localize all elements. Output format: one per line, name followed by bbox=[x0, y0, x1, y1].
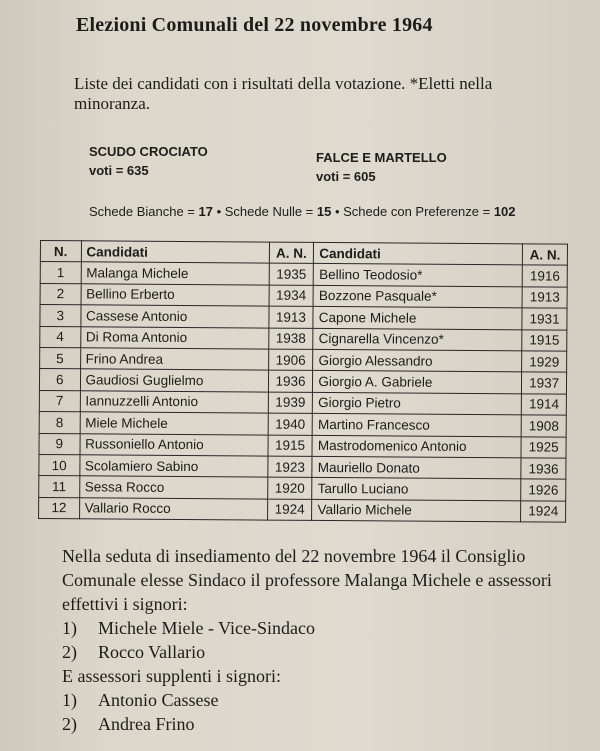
party-votes: voti = 635 bbox=[89, 163, 149, 178]
cell-candidate-right: Giorgio Alessandro bbox=[313, 349, 522, 372]
cell-year-right: 1925 bbox=[521, 436, 566, 458]
cell-year-right: 1908 bbox=[521, 415, 566, 437]
cell-number: 2 bbox=[40, 283, 81, 305]
supplenti-list bbox=[62, 688, 582, 736]
cell-year-right: 1937 bbox=[522, 372, 567, 394]
cell-candidate-left: Vallario Rocco bbox=[79, 497, 267, 520]
list-name: Andrea Frino bbox=[98, 714, 195, 734]
table-row bbox=[39, 497, 566, 522]
cell-candidate-right: Tarullo Luciano bbox=[312, 478, 521, 501]
cell-number: 12 bbox=[39, 497, 80, 519]
cell-year-left: 1938 bbox=[268, 328, 313, 350]
list-name: Antonio Cassese bbox=[98, 690, 219, 710]
cell-year-left: 1939 bbox=[268, 392, 313, 414]
cell-candidate-right: Giorgio Pietro bbox=[313, 392, 522, 415]
cell-number: 7 bbox=[39, 390, 80, 412]
cell-candidate-right: Bozzone Pasquale* bbox=[313, 285, 522, 308]
cell-candidate-left: Sessa Rocco bbox=[79, 476, 267, 499]
cell-candidate-right: Giorgio A. Gabriele bbox=[313, 371, 522, 394]
ballot-stats bbox=[89, 204, 516, 219]
cell-year-right: 1929 bbox=[522, 351, 567, 373]
council-text bbox=[62, 544, 582, 736]
header-candidates-left: Candidati bbox=[81, 241, 269, 264]
cell-number: 6 bbox=[39, 369, 80, 391]
list-item bbox=[62, 712, 582, 736]
cell-number: 3 bbox=[40, 305, 81, 327]
cell-candidate-left: Russoniello Antonio bbox=[80, 433, 268, 456]
cell-candidate-right: Martino Francesco bbox=[312, 414, 521, 437]
cell-year-right: 1915 bbox=[522, 329, 567, 351]
effettivi-list bbox=[62, 616, 582, 664]
cell-year-left: 1906 bbox=[268, 349, 313, 371]
cell-candidate-right: Cignarella Vincenzo* bbox=[313, 328, 522, 351]
cell-number: 9 bbox=[39, 433, 80, 455]
party-name: SCUDO CROCIATO bbox=[89, 144, 208, 159]
cell-candidate-left: Cassese Antonio bbox=[80, 305, 268, 328]
cell-year-left: 1913 bbox=[269, 306, 314, 328]
table-body bbox=[39, 262, 568, 522]
cell-number: 11 bbox=[39, 476, 80, 498]
cell-year-right: 1931 bbox=[522, 308, 567, 330]
cell-candidate-right: Capone Michele bbox=[313, 307, 522, 330]
cell-candidate-right: Bellino Teodosio* bbox=[314, 264, 523, 287]
cell-candidate-left: Scolamiero Sabino bbox=[79, 455, 267, 478]
stat-label: • Schede Nulle = bbox=[212, 204, 317, 219]
cell-candidate-left: Bellino Erberto bbox=[81, 284, 269, 307]
cell-candidate-left: Miele Michele bbox=[80, 412, 268, 435]
list-number: 1) bbox=[62, 618, 77, 638]
supplenti-intro: E assessori supplenti i signori: bbox=[62, 666, 281, 686]
header-n: N. bbox=[40, 241, 81, 263]
list-number: 1) bbox=[62, 690, 77, 710]
candidates-table bbox=[38, 240, 568, 523]
cell-year-left: 1923 bbox=[268, 456, 313, 478]
cell-number: 1 bbox=[40, 262, 81, 284]
stat-value: 15 bbox=[316, 204, 332, 219]
cell-year-left: 1936 bbox=[268, 370, 313, 392]
cell-candidate-left: Iannuzzelli Antonio bbox=[80, 391, 268, 414]
header-candidates-right: Candidati bbox=[314, 242, 523, 265]
cell-candidate-right: Mastrodomenico Antonio bbox=[312, 435, 521, 458]
header-year-right: A. N. bbox=[523, 244, 568, 266]
cell-year-left: 1935 bbox=[269, 263, 314, 285]
cell-year-left: 1934 bbox=[269, 285, 314, 307]
cell-candidate-left: Gaudiosi Guglielmo bbox=[80, 369, 268, 392]
cell-year-left: 1920 bbox=[267, 477, 312, 499]
cell-year-right: 1936 bbox=[521, 458, 566, 480]
stat-label: Schede Bianche = bbox=[89, 204, 199, 219]
intro-text: Liste dei candidati con i risultati della votazione. *Eletti nella minoranza. bbox=[74, 74, 493, 113]
party-scudo-crociato bbox=[89, 142, 208, 180]
cell-year-right: 1913 bbox=[522, 287, 567, 309]
cell-candidate-left: Malanga Michele bbox=[81, 262, 269, 285]
stat-value: 17 bbox=[198, 204, 213, 219]
list-name: Michele Miele - Vice-Sindaco bbox=[98, 618, 316, 638]
cell-candidate-right: Vallario Michele bbox=[312, 499, 521, 522]
cell-candidate-left: Frino Andrea bbox=[80, 348, 268, 371]
header-year-left: A. N. bbox=[269, 242, 314, 264]
council-paragraph: Nella seduta di insediamento del 22 novembre 1964 il Consiglio Comunale elesse Sindaco il professore Malanga Michele e assessori effettivi i signori: bbox=[62, 546, 552, 614]
party-name: FALCE E MARTELLO bbox=[316, 150, 447, 165]
cell-year-left: 1924 bbox=[267, 499, 312, 521]
cell-year-right: 1924 bbox=[521, 501, 566, 523]
cell-year-left: 1915 bbox=[268, 435, 313, 457]
cell-number: 5 bbox=[40, 347, 81, 369]
cell-year-right: 1916 bbox=[522, 265, 567, 287]
party-votes: voti = 605 bbox=[316, 169, 376, 184]
party-falce-martello bbox=[316, 148, 447, 186]
cell-number: 8 bbox=[39, 412, 80, 434]
list-item bbox=[62, 688, 582, 712]
list-item bbox=[62, 640, 582, 664]
list-name: Rocco Vallario bbox=[98, 642, 206, 662]
list-item bbox=[62, 616, 582, 640]
cell-number: 10 bbox=[39, 454, 80, 476]
cell-candidate-left: Di Roma Antonio bbox=[80, 326, 268, 349]
stat-value: 102 bbox=[493, 204, 516, 219]
cell-candidate-right: Mauriello Donato bbox=[312, 456, 521, 479]
cell-year-right: 1926 bbox=[521, 479, 566, 501]
stat-label: • Schede con Preferenze = bbox=[331, 204, 494, 219]
list-number: 2) bbox=[62, 714, 77, 734]
list-number: 2) bbox=[62, 642, 77, 662]
cell-year-left: 1940 bbox=[268, 413, 313, 435]
cell-year-right: 1914 bbox=[522, 394, 567, 416]
page-title: Elezioni Comunali del 22 novembre 1964 bbox=[76, 14, 433, 36]
cell-number: 4 bbox=[40, 326, 81, 348]
